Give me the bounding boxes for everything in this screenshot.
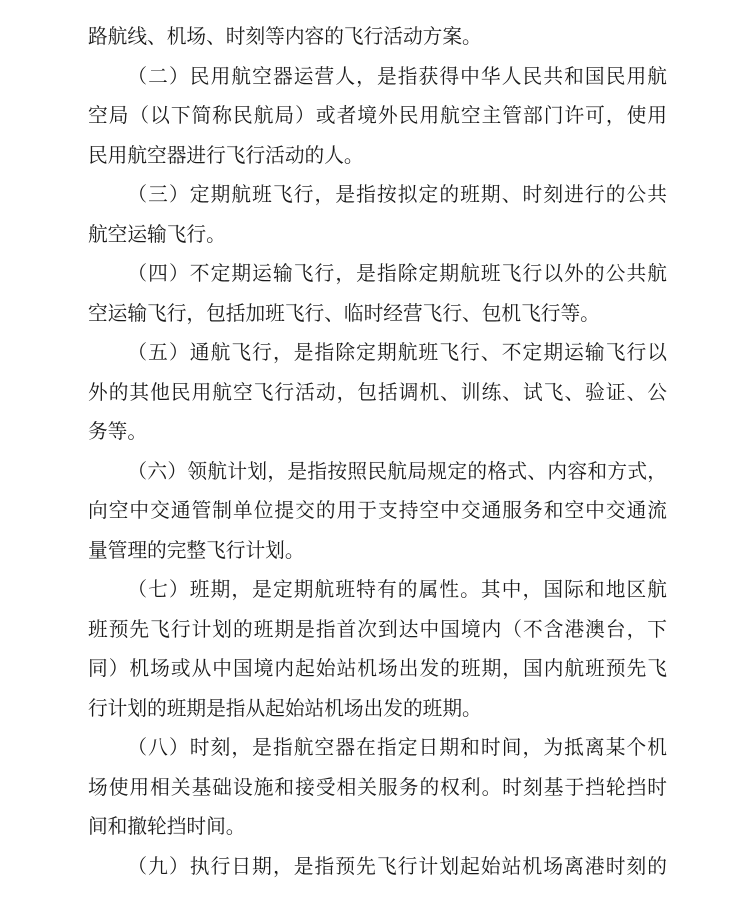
text-line-20: 场使用相关基础设施和接受相关服务的权利。时刻基于挡轮挡时 (88, 776, 667, 799)
text-line-1: 路航线、机场、时刻等内容的飞行活动方案。 (88, 26, 482, 48)
text-line-4: 民用航空器进行飞行活动的人。 (88, 144, 364, 167)
text-line-14: 量管理的完整飞行计划。 (88, 539, 305, 562)
text-line-8: 空运输飞行，包括加班飞行、临时经营飞行、包机飞行等。 (88, 302, 600, 325)
text-line-21: 间和撤轮挡时间。 (88, 816, 246, 838)
text-line-12: （六）领航计划，是指按照民航局规定的格式、内容和方式， (127, 460, 667, 483)
text-line-3: 空局（以下简称民航局）或者境外民用航空主管部门许可，使用 (88, 105, 667, 127)
text-line-22: （九）执行日期，是指预先飞行计划起始站机场离港时刻的 (127, 855, 667, 878)
text-line-7: （四）不定期运输飞行，是指除定期航班飞行以外的公共航 (127, 263, 667, 285)
text-line-18: 行计划的班期是指从起始站机场出发的班期。 (88, 697, 482, 720)
text-line-16: 班预先飞行计划的班期是指首次到达中国境内（不含港澳台，下 (88, 618, 667, 641)
text-line-11: 务等。 (88, 421, 148, 443)
text-line-19: （八）时刻，是指航空器在指定日期和时间，为抵离某个机 (127, 737, 667, 759)
text-line-10: 外的其他民用航空飞行活动，包括调机、训练、试飞、验证、公 (88, 381, 667, 404)
text-line-13: 向空中交通管制单位提交的用于支持空中交通服务和空中交通流 (88, 500, 667, 522)
text-line-15: （七）班期，是定期航班特有的属性。其中，国际和地区航 (127, 579, 667, 601)
text-line-2: （二）民用航空器运营人，是指获得中华人民共和国民用航 (127, 65, 667, 88)
text-line-6: 航空运输飞行。 (88, 223, 226, 246)
text-line-17: 同）机场或从中国境内起始站机场出发的班期，国内航班预先飞 (88, 658, 667, 680)
text-line-9: （五）通航飞行，是指除定期航班飞行、不定期运输飞行以 (127, 342, 667, 364)
text-line-5: （三）定期航班飞行，是指按拟定的班期、时刻进行的公共 (127, 184, 667, 206)
